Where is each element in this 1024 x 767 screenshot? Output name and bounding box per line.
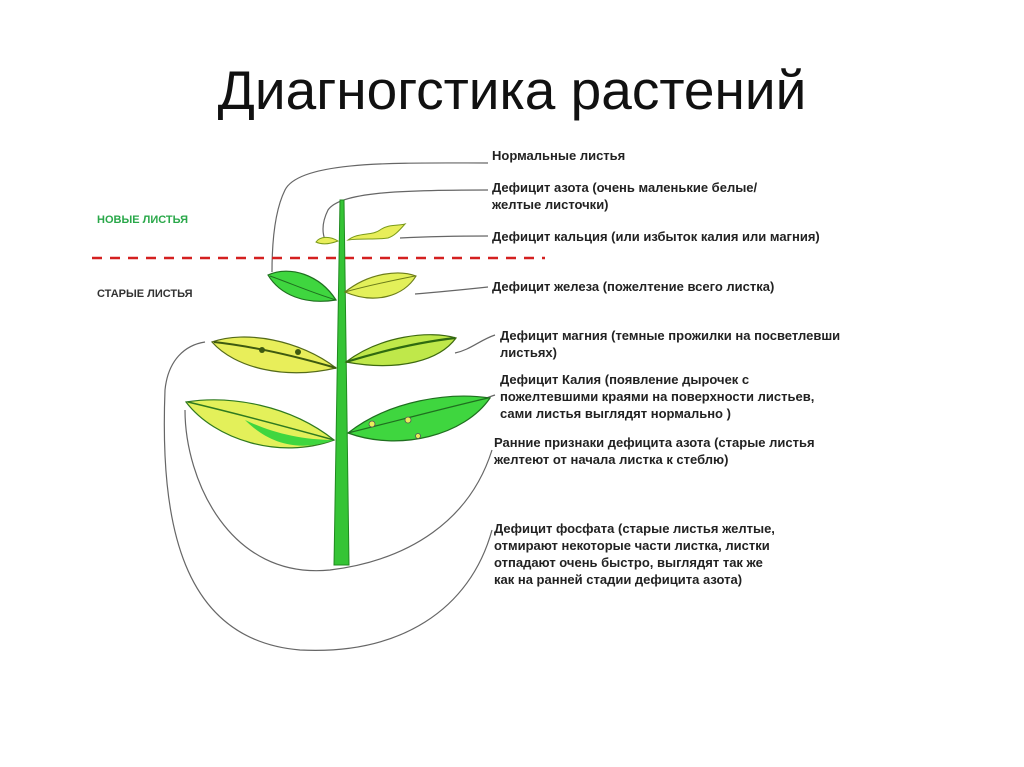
connector-magnesium bbox=[455, 335, 495, 353]
zone-old-leaves-label: СТАРЫЕ ЛИСТЬЯ bbox=[97, 288, 193, 300]
label-iron-deficiency: Дефицит железа (пожелтение всего листка) bbox=[492, 279, 775, 294]
leaf-magnesium-left bbox=[212, 337, 336, 373]
connector-nitrogen-new bbox=[323, 190, 488, 240]
slide-title: Диагногстика растений bbox=[217, 59, 807, 121]
label-phosphate-deficiency: Дефицит фосфата (старые листья желтые, отмирают некоторые части листка, листки отпадают очень быстро, выглядят так же как на ранней стадии дефицита азота) bbox=[494, 521, 775, 587]
zone-new-leaves-label: НОВЫЕ ЛИСТЬЯ bbox=[97, 214, 189, 226]
leaf-calcium bbox=[348, 224, 405, 240]
label-potassium-deficiency: Дефицит Калия (появление дырочек с пожелтевшими краями на поверхности листьев, сами листья выглядят нормально ) bbox=[500, 372, 815, 421]
stem bbox=[334, 200, 349, 565]
leaf-nitrogen-new bbox=[316, 237, 338, 243]
connector-iron bbox=[415, 287, 488, 294]
label-magnesium-deficiency: Дефицит магния (темные прожилки на посветлевши листьях) bbox=[500, 328, 841, 360]
label-normal-leaves: Нормальные листья bbox=[492, 148, 626, 163]
label-calcium-deficiency: Дефицит кальция (или избыток калия или магния) bbox=[492, 229, 820, 244]
connector-normal-leaves bbox=[272, 163, 488, 272]
connector-calcium bbox=[400, 236, 488, 238]
label-nitrogen-deficiency-early: Ранние признаки дефицита азота (старые листья желтеют от начала листка к стеблю) bbox=[494, 435, 815, 467]
label-nitrogen-deficiency-new: Дефицит азота (очень маленькие белые/ желтые листочки) bbox=[492, 180, 758, 212]
leaf-iron bbox=[345, 273, 416, 298]
connector-phosphate bbox=[164, 342, 492, 650]
